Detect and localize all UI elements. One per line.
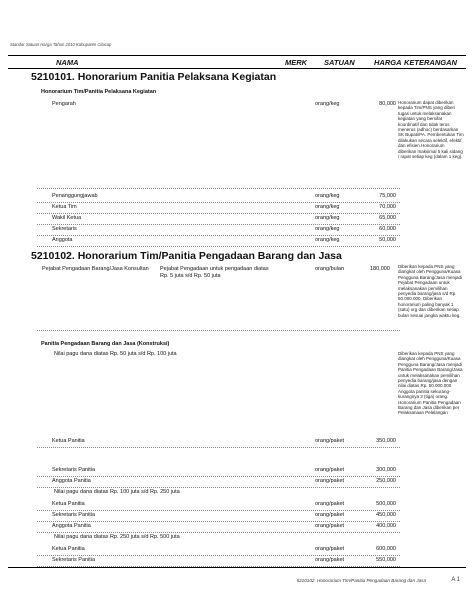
- item-price: 400,000: [376, 523, 396, 529]
- table-row: [37, 476, 400, 488]
- footer-divider: [8, 567, 466, 568]
- panitia-subheading: Panitia Pengadaan Barang dan Jasa (Konstruksi): [41, 341, 170, 347]
- item-name: Pengarah: [52, 101, 76, 107]
- item-name: Sekretaris Panitia: [52, 467, 96, 473]
- document-header: Standar Satuan Harga Tahun 2010 Kabupaten Cilacap: [10, 42, 112, 47]
- column-header-bar: [8, 55, 466, 69]
- item-unit: orang/paket: [315, 512, 345, 518]
- consultant-name: Pejabat Pengadaan Barang/Jasa Konsultan: [42, 266, 149, 272]
- item-unit: orang/paket: [315, 501, 345, 507]
- row-note: Honorarium dapat diberikan kepada Tim/PNS yang diberi tugas untuk melaksanakan kegiatan yang bersifat koordinatif dan tidak terus menerus (adhoc) berdasarkan SK Bupati/PA. Pembentukan Tim dilakukan secara selektif, efektif dan efisien.Honorarium diberikan maksimal 5 kali sidang / rapat setiap keg (dalam 1 keg).: [398, 100, 464, 160]
- item-price: 250,000: [376, 478, 396, 484]
- item-price: 60,000: [379, 226, 396, 232]
- table-row: [37, 555, 400, 567]
- consultant-merk: Pejabat Pengadaan untuk pengadaan diatas Rp. 5 juta s/d Rp. 50 juta: [160, 266, 269, 279]
- item-price: 75,000: [379, 193, 396, 199]
- item-unit: orang/paket: [315, 478, 345, 484]
- item-name: Ketua Panitia: [52, 438, 85, 444]
- item-name: Anggota Panitia: [52, 478, 91, 484]
- section-title-5210101: 5210101. Honorarium Panitia Pelaksana Kegiatan: [31, 71, 277, 83]
- item-unit: orang/paket: [315, 546, 345, 552]
- column-merk: MERK: [285, 58, 308, 67]
- item-price: 70,000: [379, 204, 396, 210]
- pagu-band-label: Nilai pagu dana diatas Rp. 50 juta s/d Rp. 100 juta: [54, 351, 177, 357]
- column-keterangan: KETERANGAN: [404, 58, 457, 67]
- item-name: Sekretaris: [52, 226, 77, 232]
- column-harga: HARGA: [374, 58, 402, 67]
- section-subheading: Honorarium Tim/Panitia Pelaksana Kegiatan: [41, 89, 157, 95]
- page-number: A 1: [451, 577, 460, 583]
- table-row: [37, 99, 400, 189]
- row-divider: [37, 330, 400, 331]
- column-nama: NAMA: [56, 58, 79, 67]
- item-name: Ketua Tim: [52, 204, 77, 210]
- item-name: Anggota Panitia: [52, 523, 91, 529]
- item-price: 80,000: [379, 101, 396, 107]
- consultant-note: Diberikan kepada PNS yang diangkat oleh Pengguna/Kuasa Pengguna Barang/Jasa menjadi Pejabat Pengadaan untuk melaksanakan pemilihan penyedia barang/jasa s/d Rp. 50.000.000. Diberikan honorarium paling banyak 1 (satu) org dan diberikan setiap bulan sesuai jangka waktu keg.: [398, 264, 463, 318]
- table-row: [37, 521, 400, 533]
- item-name: Sekretaris Panitia: [52, 512, 96, 518]
- item-name: Ketua Panitia: [52, 546, 85, 552]
- footer-section-label: 5210102. Honorarium Tim/Panitia Pengadaan Barang dan Jasa: [296, 578, 426, 583]
- column-satuan: SATUAN: [324, 58, 355, 67]
- item-unit: orang/paket: [315, 438, 345, 444]
- item-unit: orang/keg: [315, 226, 340, 232]
- item-price: 500,000: [376, 501, 396, 507]
- consultant-price: 180,000: [370, 266, 390, 272]
- section-title-5210102: 5210102. Honorarium Tim/Panitia Pengadaan Barang dan Jasa: [31, 250, 342, 262]
- item-unit: orang/keg: [315, 101, 340, 107]
- item-name: Ketua Panitia: [52, 501, 85, 507]
- consultant-unit: orang/bulan: [315, 266, 345, 272]
- item-unit: orang/keg: [315, 237, 340, 243]
- item-price: 550,000: [376, 557, 396, 563]
- pagu-band-label: Nilai pagu dana diatas Rp. 250 juta s/d Rp. 500 juta: [54, 534, 180, 540]
- item-unit: orang/paket: [315, 523, 345, 529]
- item-unit: orang/paket: [315, 467, 345, 473]
- panitia-note: Diberikan kepada PNS yang diangkat oleh Pengguna/Kuasa Pengguna Barang/Jasa menjadi Panitia Pengadaan Barang/Jasa untuk melaksanakan pemilihan penyedia barang/jasa dengan nilai diatas Rp. 50.000.000. Anggota panitia sekurang-kurangnya 3 (tiga) orang. Honorarium Panitia Pengadaan Barang dan Jasa diberikan per Pelaksanaan Pelelangan: [398, 351, 463, 416]
- item-price: 50,000: [379, 237, 396, 243]
- item-price: 450,000: [376, 512, 396, 518]
- item-price: 350,000: [376, 438, 396, 444]
- item-unit: orang/keg: [315, 193, 340, 199]
- table-row: [37, 436, 400, 448]
- item-price: 600,000: [376, 546, 396, 552]
- item-name: Penanggungjawab: [52, 193, 98, 199]
- pagu-band-label: Nilai pagu dana diatas Rp. 100 juta s/d Rp. 250 juta: [54, 489, 180, 495]
- item-unit: orang/keg: [315, 204, 340, 210]
- item-unit: orang/keg: [315, 215, 340, 221]
- table-row: [37, 235, 400, 247]
- item-name: Sekretaris Panitia: [52, 557, 96, 563]
- item-price: 300,000: [376, 467, 396, 473]
- item-price: 65,000: [379, 215, 396, 221]
- item-unit: orang/paket: [315, 557, 345, 563]
- item-name: Wakil Ketua: [52, 215, 82, 221]
- item-name: Anggota: [52, 237, 73, 243]
